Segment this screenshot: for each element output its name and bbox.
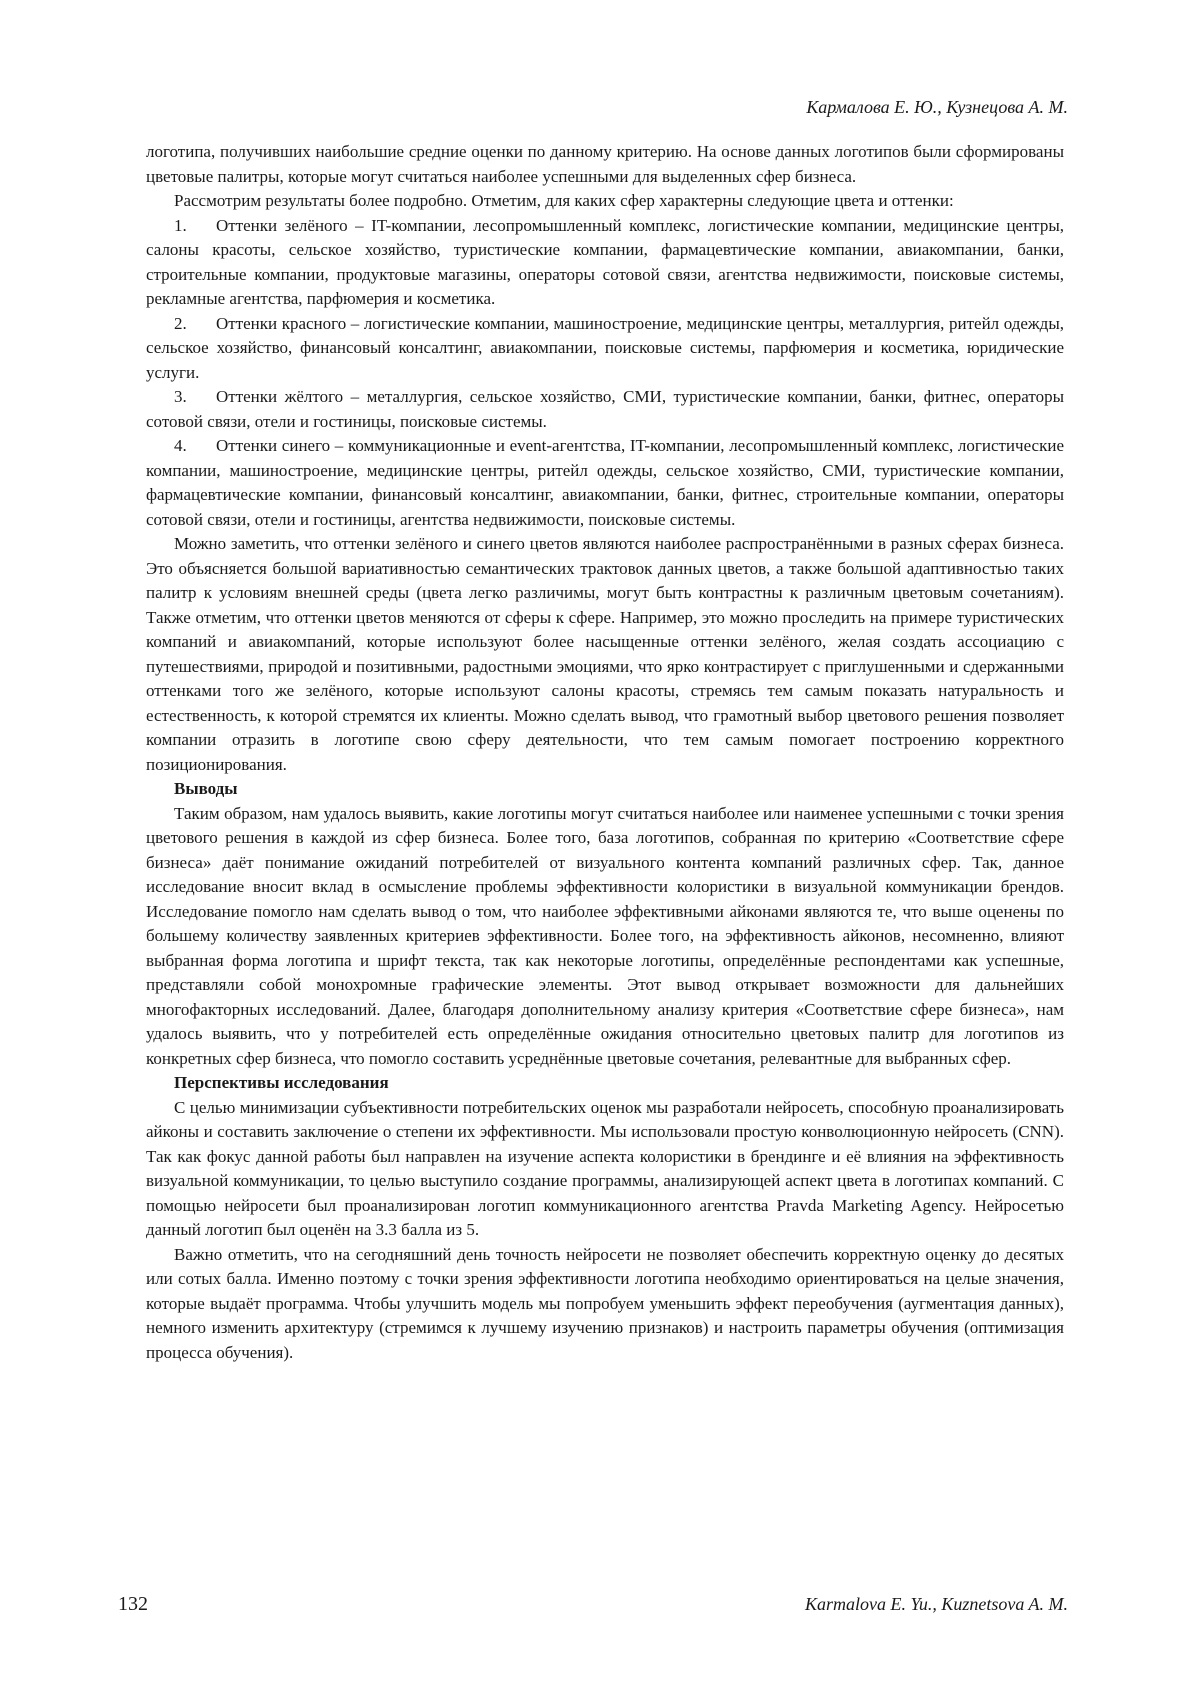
paragraph: Таким образом, нам удалось выявить, какие логотипы могут считаться наиболее или наименее успешными с точки зрения цветового решения в каждой из сфер бизнеса. Более того, база логотипов, собранная по критерию «Соответствие сфере бизнеса» даёт понимание ожиданий потребителей от визуального контента компаний различных сфер. Так, данное исследование вносит вклад в осмысление проблемы эффективности колористики в визуальной коммуникации брендов. Исследование помогло нам сделать вывод о том, что наиболее эффективными айконами являются те, что выше оценены по большему количеству заявленных критериев эффективности. Более того, на эффективность айконов, несомненно, влияют выбранная форма логотипа и шрифт текста, так как некоторые логотипы, определённые респондентами как успешные, представляли собой монохромные графические элементы. Этот вывод открывает возможности для дальнейших многофакторных исследований. Далее, благодаря дополнительному анализу критерия «Соответствие сфере бизнеса», нам удалось выявить, что у потребителей есть определённые ожидания относительно цветовых палитр для логотипов из конкретных сфер бизнеса, что помогло составить усреднённые цветовые сочетания, релевантные для выбранных сфер. xyxy=(146,803,1064,1068)
paragraph: С целью минимизации субъективности потребительских оценок мы разработали нейросеть, способную проанализировать айконы и составить заключение о степени их эффективности. Мы использовали простую конволюционную нейросеть (CNN). Так как фокус данной работы был направлен на изучение аспекта колористики в брендинге и её влияния на эффективность визуальной коммуникации, то целью выступило создание программы, анализирующей аспект цвета в логотипах компаний. С помощью нейросети был проанализирован логотип коммуникационного агентства Pravda Marketing Agency. Нейросетью данный логотип был оценён на 3.3 балла из 5. xyxy=(146,1097,1064,1239)
paragraph: Можно заметить, что оттенки зелёного и синего цветов являются наиболее распространёнными в разных сферах бизнеса. Это объясняется большой вариативностью семантических трактовок данных цветов, а также большой адаптивностью таких палитр к условиям внешней среды (цвета легко различимы, могут быть контрастны к различным цветовым сочетаниям). Также отметим, что оттенки цветов меняются от сферы к сфере. Например, это можно проследить на примере туристических компаний и авиакомпаний, которые используют более насыщенные оттенки зелёного, желая создать ассоциацию с путешествиями, природой и позитивными, радостными эмоциями, что ярко контрастирует с приглушенными и сдержанными оттенками того же зелёного, которые используют салоны красоты, стремясь тем самым показать натуральность и естественность, к которой стремятся их клиенты. Можно сделать вывод, что грамотный выбор цветового решения позволяет компании отразить в логотипе свою сферу деятельности, что тем самым помогает построению корректного позиционирования. xyxy=(146,534,1064,774)
paragraph: Рассмотрим результаты более подробно. Отметим, для каких сфер характерны следующие цвета и оттенки: xyxy=(174,191,954,210)
list-item xyxy=(146,385,1064,434)
list-item-text: Оттенки жёлтого – металлургия, сельское хозяйство, СМИ, туристические компании, банки, фитнес, операторы сотовой связи, отели и гостиницы, поисковые системы. xyxy=(146,387,1064,431)
list-item-number: 2. xyxy=(174,313,187,333)
list-item-number: 4. xyxy=(174,436,187,455)
list-item-text: Оттенки зелёного – IT-компании, лесопромышленный комплекс, логистические компании, медицинские центры, салоны красоты, сельское хозяйство, туристические компании, фармацевтические компании, авиакомпании, банки, строительные компании, продуктовые магазины, операторы сотовой связи, агентства недвижимости, поисковые системы, рекламные агентства, парфюмерия и косметика. xyxy=(146,215,1064,308)
list-item xyxy=(146,312,1064,386)
list-item xyxy=(146,214,1064,312)
section-heading-prospects: Перспективы исследования xyxy=(174,1073,389,1092)
list-item-number: 3. xyxy=(174,387,187,406)
article-body xyxy=(146,140,1064,1365)
section-heading-conclusions: Выводы xyxy=(174,779,238,798)
list-item-text: Оттенки синего – коммуникационные и event-агентства, IT-компании, лесопромышленный комплекс, логистические компании, машиностроение, медицинские центры, ритейл одежды, сельское хозяйство, СМИ, туристические компании, фармацевтические компании, финансовый консалтинг, авиакомпании, банки, фитнес, строительные компании, операторы сотовой связи, отели и гостиницы, агентства недвижимости, поисковые системы. xyxy=(146,436,1064,529)
list-item-number: 1. xyxy=(174,215,187,235)
list-item xyxy=(146,434,1064,532)
running-header-authors: Кармалова Е. Ю., Кузнецова А. М. xyxy=(806,97,1068,117)
list-item-text: Оттенки красного – логистические компании, машиностроение, медицинские центры, металлургия, ритейл одежды, сельское хозяйство, финансовый консалтинг, авиакомпании, поисковые системы, парфюмерия и косметика, юридические услуги. xyxy=(146,313,1064,382)
page-number: 132 xyxy=(118,1593,148,1615)
paragraph: логотипа, получивших наибольшие средние оценки по данному критерию. На основе данных логотипов были сформированы цветовые палитры, которые могут считаться наиболее успешными для выделенных сфер бизнеса. xyxy=(146,142,1064,186)
running-footer-authors: Karmalova E. Yu., Kuznetsova A. M. xyxy=(804,1594,1068,1614)
paragraph: Важно отметить, что на сегодняшний день точность нейросети не позволяет обеспечить корректную оценку до десятых или сотых балла. Именно поэтому с точки зрения эффективности логотипа необходимо ориентироваться на целые значения, которые выдаёт программа. Чтобы улучшить модель мы попробуем уменьшить эффект переобучения (аугментация данных), немного изменить архитектуру (стремимся к лучшему изучению признаков) и настроить параметры обучения (оптимизация процесса обучения). xyxy=(146,1244,1064,1362)
